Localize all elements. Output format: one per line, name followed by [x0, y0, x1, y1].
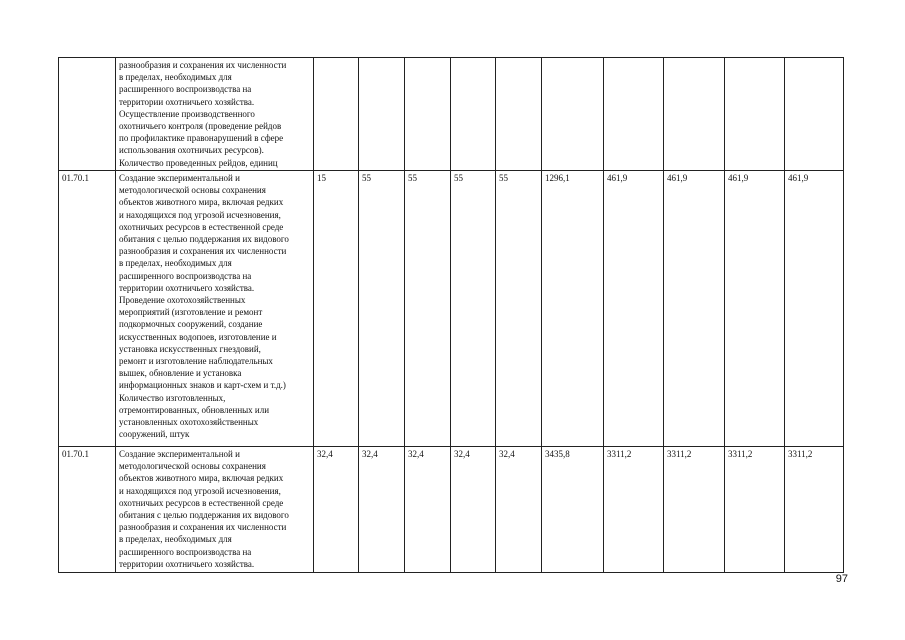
value-cell: 32,4 [359, 447, 405, 573]
value-cell: 461,9 [785, 171, 844, 447]
value-cell: 55 [496, 171, 542, 447]
value-cell: 32,4 [451, 447, 496, 573]
value-cell: 3311,2 [604, 447, 664, 573]
value-cell: 3311,2 [664, 447, 725, 573]
value-cell: 15 [314, 171, 359, 447]
value-cell: 32,4 [405, 447, 451, 573]
code-cell: 01.70.1 [59, 171, 116, 447]
value-cell: 3435,8 [542, 447, 604, 573]
value-cell [359, 58, 405, 171]
value-cell: 55 [359, 171, 405, 447]
description-cell: разнообразия и сохранения их численности в пределах, необходимых для расширенного воспроизводства на территории охотничьего хозяйства. Осуществление производственного охотничьего контроля (проведение рейдов по профилактике правонарушений в сфере использования охотничьих ресурсов). Количество проведенных рейдов, единиц [116, 58, 314, 171]
value-cell: 461,9 [664, 171, 725, 447]
description-cell: Создание экспериментальной и методологической основы сохранения объектов животного мира, включая редких и находящихся под угрозой исчезновения, охотничьих ресурсов в естественной среде обитания с целью поддержания их видового разнообразия и сохранения их численности в пределах, необходимых для расширенного воспроизводства на территории охотничьего хозяйства. [116, 447, 314, 573]
value-cell [542, 58, 604, 171]
value-cell: 3311,2 [725, 447, 785, 573]
value-cell: 3311,2 [785, 447, 844, 573]
code-cell: 01.70.1 [59, 447, 116, 573]
page-number: 97 [835, 573, 848, 585]
value-cell: 55 [451, 171, 496, 447]
value-cell: 32,4 [496, 447, 542, 573]
value-cell [496, 58, 542, 171]
indicator-table [58, 57, 844, 573]
table-row [59, 447, 844, 573]
value-cell [785, 58, 844, 171]
value-cell [604, 58, 664, 171]
table-row [59, 171, 844, 447]
value-cell: 32,4 [314, 447, 359, 573]
value-cell [725, 58, 785, 171]
value-cell: 461,9 [725, 171, 785, 447]
value-cell: 55 [405, 171, 451, 447]
value-cell: 461,9 [604, 171, 664, 447]
value-cell: 1296,1 [542, 171, 604, 447]
code-cell [59, 58, 116, 171]
value-cell [451, 58, 496, 171]
value-cell [664, 58, 725, 171]
value-cell [405, 58, 451, 171]
table-row [59, 58, 844, 171]
value-cell [314, 58, 359, 171]
description-cell: Создание экспериментальной и методологической основы сохранения объектов животного мира, включая редких и находящихся под угрозой исчезновения, охотничьих ресурсов в естественной среде обитания с целью поддержания их видового разнообразия и сохранения их численности в пределах, необходимых для расширенного воспроизводства на территории охотничьего хозяйства. Проведение охотохозяйственных мероприятий (изготовление и ремонт подкормочных сооружений, создание искусственных водопоев, изготовление и установка искусственных гнездовий, ремонт и изготовление наблюдательных вышек, обновление и установка информационных знаков и карт-схем и т.д.) Количество изготовленных, отремонтированных, обновленных или установленных охотохозяйственных сооружений, штук [116, 171, 314, 447]
